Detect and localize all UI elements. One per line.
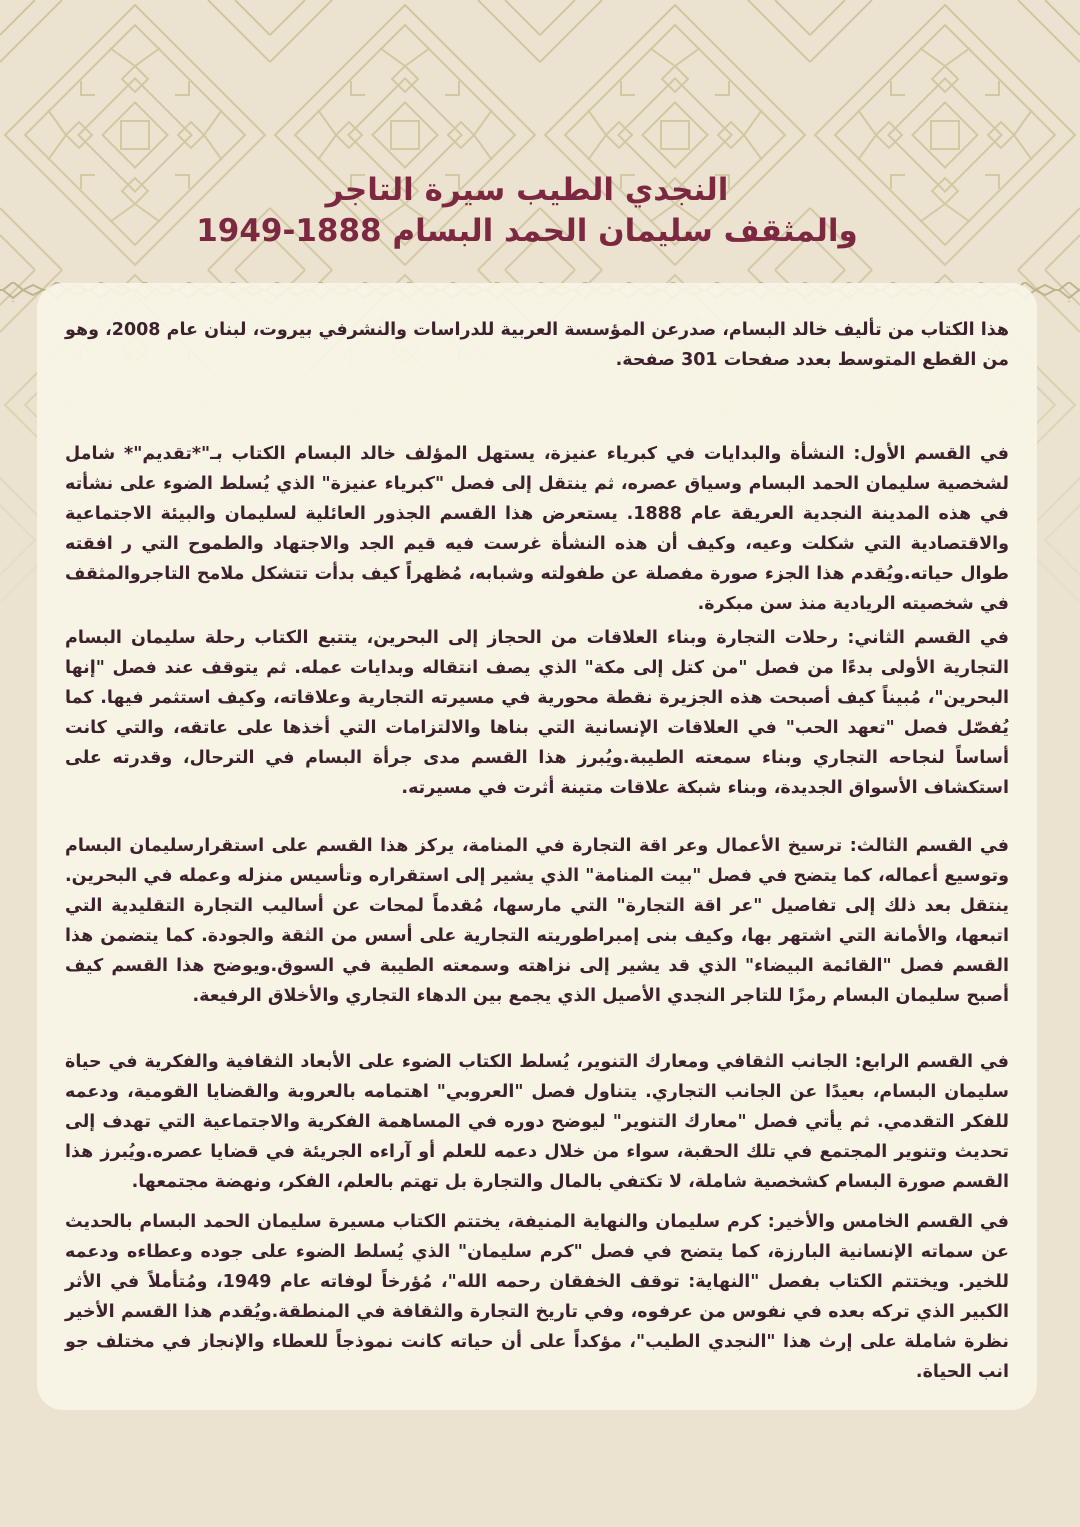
paragraph-section-1: في القسم الأول: النشأة والبدايات في كبرياء عنيزة، يستهل المؤلف خالد البسام الكتاب بـ"*تقديم"* شامل لشخصية سليمان الحمد البسام وسياق عصره، ثم ينتقل إلى فصل "كبرياء عنيزة" الذي يُسلط الضوء على نشأته في هذه المدينة النجدية العريقة عام 1888. يستعرض هذا القسم الجذور العائلية لسليمان والبيئة الاجتماعية والاقتصادية التي شكلت وعيه، وكيف أن هذه النشأة غرست فيه قيم الجد والاجتهاد والطموح التي ر افقته طوال حياته.ويُقدم هذا الجزء صورة مفصلة عن طفولته وشبابه، مُظهراً كيف بدأت تتشكل ملامح التاجروالمثقف في شخصيته الريادية منذ سن مبكرة. [65, 444, 1009, 614]
paragraph-book-info: هذا الكتاب من تأليف خالد البسام، صدرعن المؤسسة العربية للدراسات والنشرفي بيروت، لبنان عام 2008، وهو من القطع المتوسط بعدد صفحات 301 صفحة. [65, 320, 1009, 370]
page-title-line1: النجدي الطيب سيرة التاجر [325, 172, 729, 208]
page-title [0, 170, 1054, 252]
paragraph-section-4: في القسم الرابع: الجانب الثقافي ومعارك التنوير، يُسلط الكتاب الضوء على الأبعاد الثقافية والفكرية في حياة سليمان البسام، بعيدًا عن الجانب التجاري. يتناول فصل "العروبي" اهتمامه بالعروبة والقضايا القومية، ودعمه للفكر التقدمي. ثم يأتي فصل "معارك التنوير" ليوضح دوره في المساهمة الفكرية والاجتماعية التي تهدف إلى تحديث وتنوير المجتمع في تلك الحقبة، سواء من خلال دعمه للعلم أو آراءه الجريئة في قضايا عصره.ويُبرز هذا القسم صورة البسام كشخصية شاملة، لا تكتفي بالمال والتجارة بل تهتم بالعلم، الفكر، ونهضة مجتمعها. [65, 1052, 1009, 1192]
content-card [37, 283, 1037, 1410]
paragraph-section-5: في القسم الخامس والأخير: كرم سليمان والنهاية المنيفة، يختتم الكتاب مسيرة سليمان الحمد البسام بالحديث عن سماته الإنسانية البارزة، كما يتضح في فصل "كرم سليمان" الذي يُسلط الضوء على جوده وعطاءه ودعمه للخير. ويختتم الكتاب بفصل "النهاية: توقف الخفقان رحمه الله"، مُؤرخاً لوفاته عام 1949، ومُتأملاً في الأثر الكبير الذي تركه بعده في نفوس من عرفوه، وفي تاريخ التجارة والثقافة في المنطقة.ويُقدم هذا القسم الأخير نظرة شاملة على إرث هذا "النجدي الطيب"، مؤكداً على أن حياته كانت نموذجاً للعطاء والإنجاز في مختلف جو انب الحياة. [65, 1212, 1009, 1382]
page-title-line2: والمثقف سليمان الحمد البسام 1888-1949 [196, 213, 858, 249]
paragraph-section-2: في القسم الثاني: رحلات التجارة وبناء العلاقات من الحجاز إلى البحرين، يتتبع الكتاب رحلة سليمان البسام التجارية الأولى بدءًا من فصل "من كتل إلى مكة" الذي يصف انتقاله وبدايات عمله. ثم يتوقف عند فصل "إنها البحرين"، مُبيناً كيف أصبحت هذه الجزيرة نقطة محورية في مسيرته التجارية وعلاقاته، وكيف استثمر فيها. كما يُفصّل فصل "تعهد الحب" في العلاقات الإنسانية التي بناها والالتزامات التي أخذها على عاتقه، والتي كانت أساساً لنجاحه التجاري وبناء سمعته الطيبة.ويُبرز هذا القسم مدى جرأة البسام في الترحال، وقدرته على استكشاف الأسواق الجديدة، وبناء شبكة علاقات متينة أثرت في مسيرته. [65, 628, 1009, 798]
paragraph-section-3: في القسم الثالث: ترسيخ الأعمال وعر اقة التجارة في المنامة، يركز هذا القسم على استقرارسليمان البسام وتوسيع أعماله، كما يتضح في فصل "بيت المنامة" الذي يشير إلى استقراره وتأسيس منزله وعمله في البحرين. ينتقل بعد ذلك إلى تفاصيل "عر اقة التجارة" التي مارسها، مُقدماً لمحات عن أساليب التجارة التقليدية التي اتبعها، والأمانة التي اشتهر بها، وكيف بنى إمبراطوريته التجارية على أسس من الثقة والجودة. كما يتضمن هذا القسم فصل "القائمة البيضاء" الذي قد يشير إلى نزاهته وسمعته الطيبة في السوق.ويوضح هذا القسم كيف أصبح سليمان البسام رمزًا للتاجر النجدي الأصيل الذي يجمع بين الدهاء التجاري والأخلاق الرفيعة. [65, 836, 1009, 1006]
